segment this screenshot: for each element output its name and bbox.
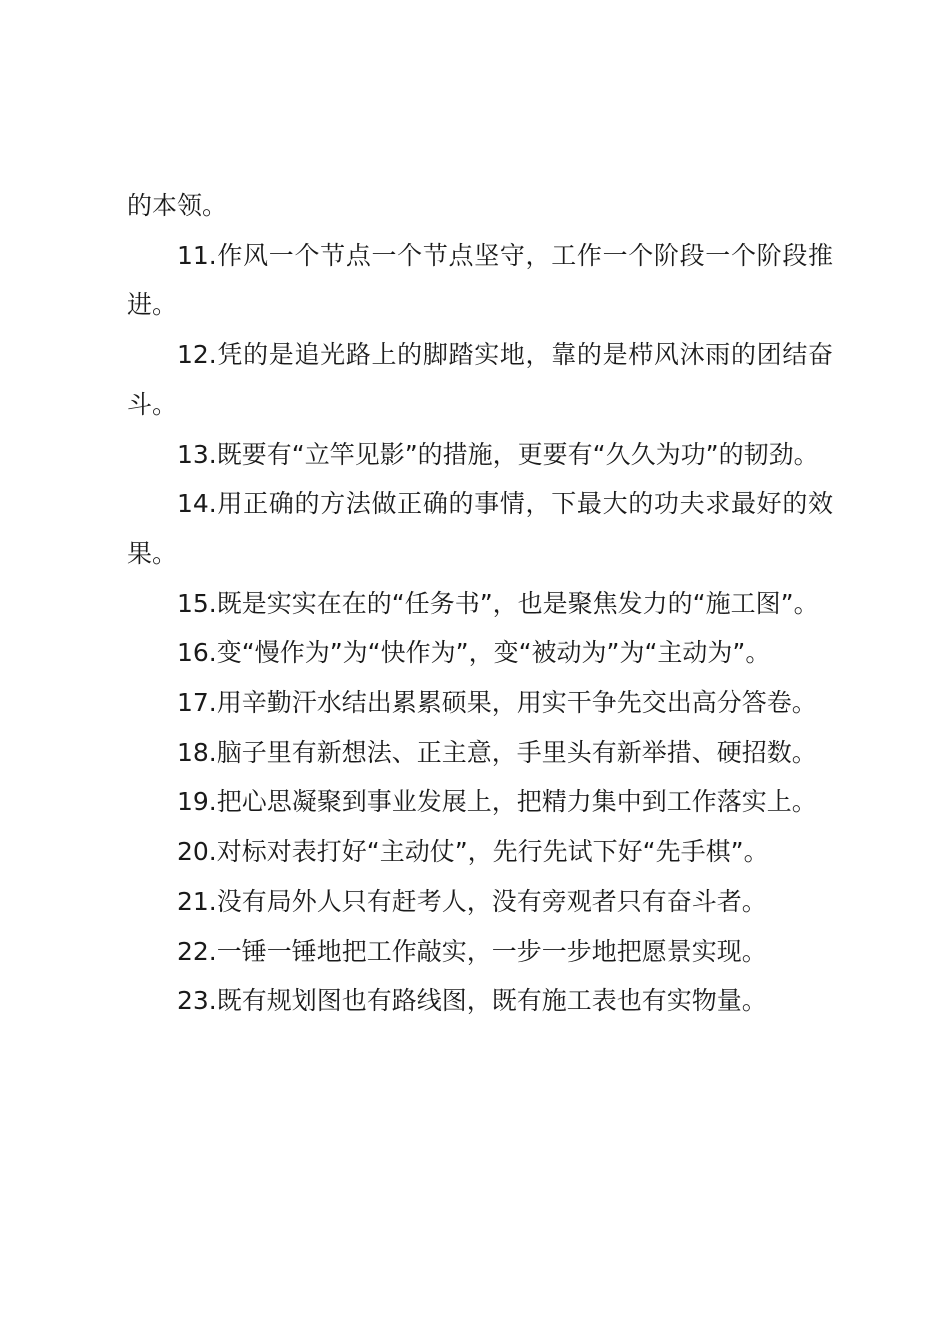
paragraph-20: 20.对标对表打好“主动仗”，先行先试下好“先手棋”。 [177,837,769,867]
paragraph-11: 11.作风一个节点一个节点坚守，工作一个阶段一个阶段推进。 [127,240,833,320]
paragraph-16: 16.变“慢作为”为“快作为”，变“被动为”为“主动为”。 [177,638,771,668]
paragraph-19: 19.把心思凝聚到事业发展上，把精力集中到工作落实上。 [177,787,817,817]
paragraph-18: 18.脑子里有新想法、正主意，手里头有新举措、硬招数。 [177,737,817,767]
document-body [127,181,833,1026]
paragraph-17: 17.用辛勤汗水结出累累硕果，用实干争先交出高分答卷。 [177,688,817,718]
paragraph-23: 23.既有规划图也有路线图，既有施工表也有实物量。 [177,986,767,1016]
paragraph-15: 15.既是实实在在的“任务书”，也是聚焦发力的“施工图”。 [177,588,819,618]
paragraph-21: 21.没有局外人只有赶考人，没有旁观者只有奋斗者。 [177,886,767,916]
paragraph-continuation: 的本领。 [127,191,228,220]
paragraph-14: 14.用正确的方法做正确的事情，下最大的功夫求最好的效果。 [127,489,833,568]
paragraph-13: 13.既要有“立竿见影”的措施，更要有“久久为功”的韧劲。 [177,439,819,469]
paragraph-12: 12.凭的是追光路上的脚踏实地，靠的是栉风沐雨的团结奋斗。 [127,340,833,419]
paragraph-22: 22.一锤一锤地把工作敲实，一步一步地把愿景实现。 [177,936,767,966]
